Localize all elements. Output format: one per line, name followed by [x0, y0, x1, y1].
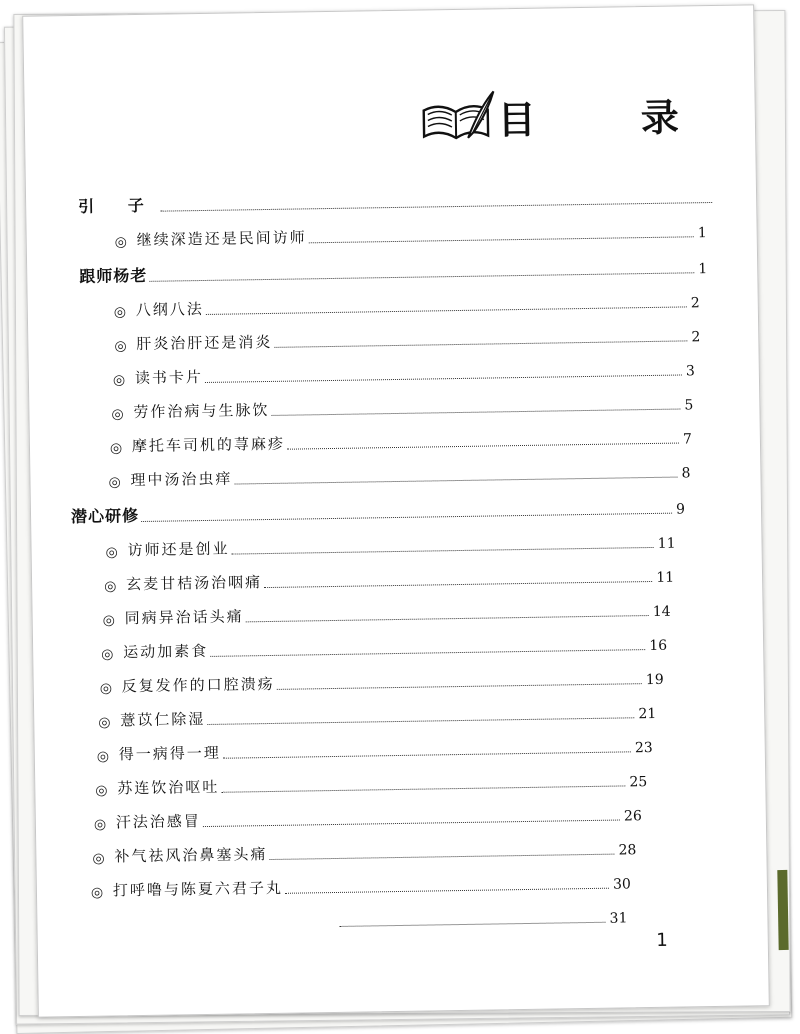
toc-page-number: 2: [690, 295, 700, 312]
bullet-icon: ◎: [92, 850, 105, 867]
toc-page-number: 3: [685, 363, 695, 380]
toc-entry-label: 劳作治病与生脉饮: [133, 400, 270, 422]
toc-entry-label: 摩托车司机的荨麻疹: [131, 434, 286, 456]
bullet-icon: ◎: [111, 406, 124, 423]
toc-entry-label: 继续深造还是民间访师: [136, 228, 307, 250]
bullet-icon: ◎: [102, 612, 116, 629]
bullet-icon: ◎: [105, 544, 118, 561]
background-book-edge: [777, 870, 788, 950]
toc-page-number: 26: [623, 808, 642, 825]
toc-page-number: 9: [675, 501, 686, 518]
toc-entry-label: 得一病得一理: [118, 743, 221, 764]
page-title: 目 录: [497, 94, 726, 142]
toc-entry-label: 潜心研修: [70, 506, 140, 527]
toc-page-number: 11: [656, 569, 675, 586]
toc-entry-label: 八纲八法: [135, 299, 204, 320]
bullet-icon: ◎: [99, 680, 113, 697]
bullet-icon: ◎: [104, 578, 117, 595]
bullet-icon: ◎: [109, 440, 123, 457]
toc-page-number: 31: [609, 910, 628, 927]
toc-page-number: 7: [682, 431, 693, 448]
dot-leader: [339, 921, 605, 927]
bullet-icon: ◎: [108, 474, 121, 491]
toc-entry-label: 跟师杨老: [79, 265, 148, 286]
bullet-icon: ◎: [95, 782, 108, 799]
toc-page-number: 19: [645, 671, 664, 689]
toc-entry-label: 汗法治感冒: [115, 812, 202, 832]
toc-entry-label: 苏连饮治呕吐: [117, 777, 220, 798]
bullet-icon: ◎: [96, 748, 110, 765]
toc-entry-label: 同病异治话头痛: [124, 607, 244, 628]
toc-entry-label: 理中汤治虫痒: [130, 469, 233, 490]
bullet-icon: ◎: [114, 234, 128, 251]
toc-entry-label: 玄麦甘桔汤治咽痛: [125, 573, 263, 594]
toc-page-number: 1: [698, 261, 708, 278]
toc-entry-label: 引 子: [78, 195, 158, 216]
toc-header: [417, 84, 725, 147]
toc-page: [22, 4, 770, 1017]
toc-page-number: 2: [691, 329, 701, 346]
toc-page-number: 14: [652, 603, 671, 620]
bullet-icon: ◎: [93, 816, 107, 833]
toc-page-number: 21: [638, 705, 657, 723]
toc-entry-label: 反复发作的口腔溃疡: [121, 674, 275, 696]
toc-page-number: 8: [681, 465, 691, 482]
toc-entry-label: 补气祛风治鼻塞头痛: [114, 845, 268, 866]
toc-entry-label: 打呼噜与陈夏六君子丸: [112, 878, 284, 900]
toc-page-number: 23: [634, 739, 653, 757]
toc-entry-label: 读书卡片: [134, 368, 204, 388]
toc-list: [26, 170, 768, 935]
bullet-icon: ◎: [114, 338, 127, 355]
toc-page-number: 30: [612, 876, 632, 893]
page-number: 1: [656, 929, 668, 951]
toc-page-number: 16: [649, 637, 668, 655]
toc-entry-label: 运动加素食: [123, 641, 209, 662]
bullet-icon: ◎: [90, 884, 104, 901]
book-quill-icon: [417, 87, 496, 146]
toc-page-number: 1: [697, 225, 707, 242]
bullet-icon: ◎: [98, 714, 111, 731]
toc-page-number: 11: [657, 535, 676, 552]
toc-entry-label: 访师还是创业: [127, 539, 230, 560]
bullet-icon: ◎: [101, 646, 114, 663]
bullet-icon: ◎: [112, 372, 126, 389]
toc-entry-label: 肝炎治肝还是消炎: [136, 332, 273, 354]
toc-page-number: 5: [684, 397, 694, 414]
toc-entry-label: 薏苡仁除湿: [120, 710, 206, 730]
bullet-icon: ◎: [113, 304, 127, 321]
toc-page-number: 28: [618, 842, 637, 859]
toc-page-number: 25: [629, 774, 648, 791]
